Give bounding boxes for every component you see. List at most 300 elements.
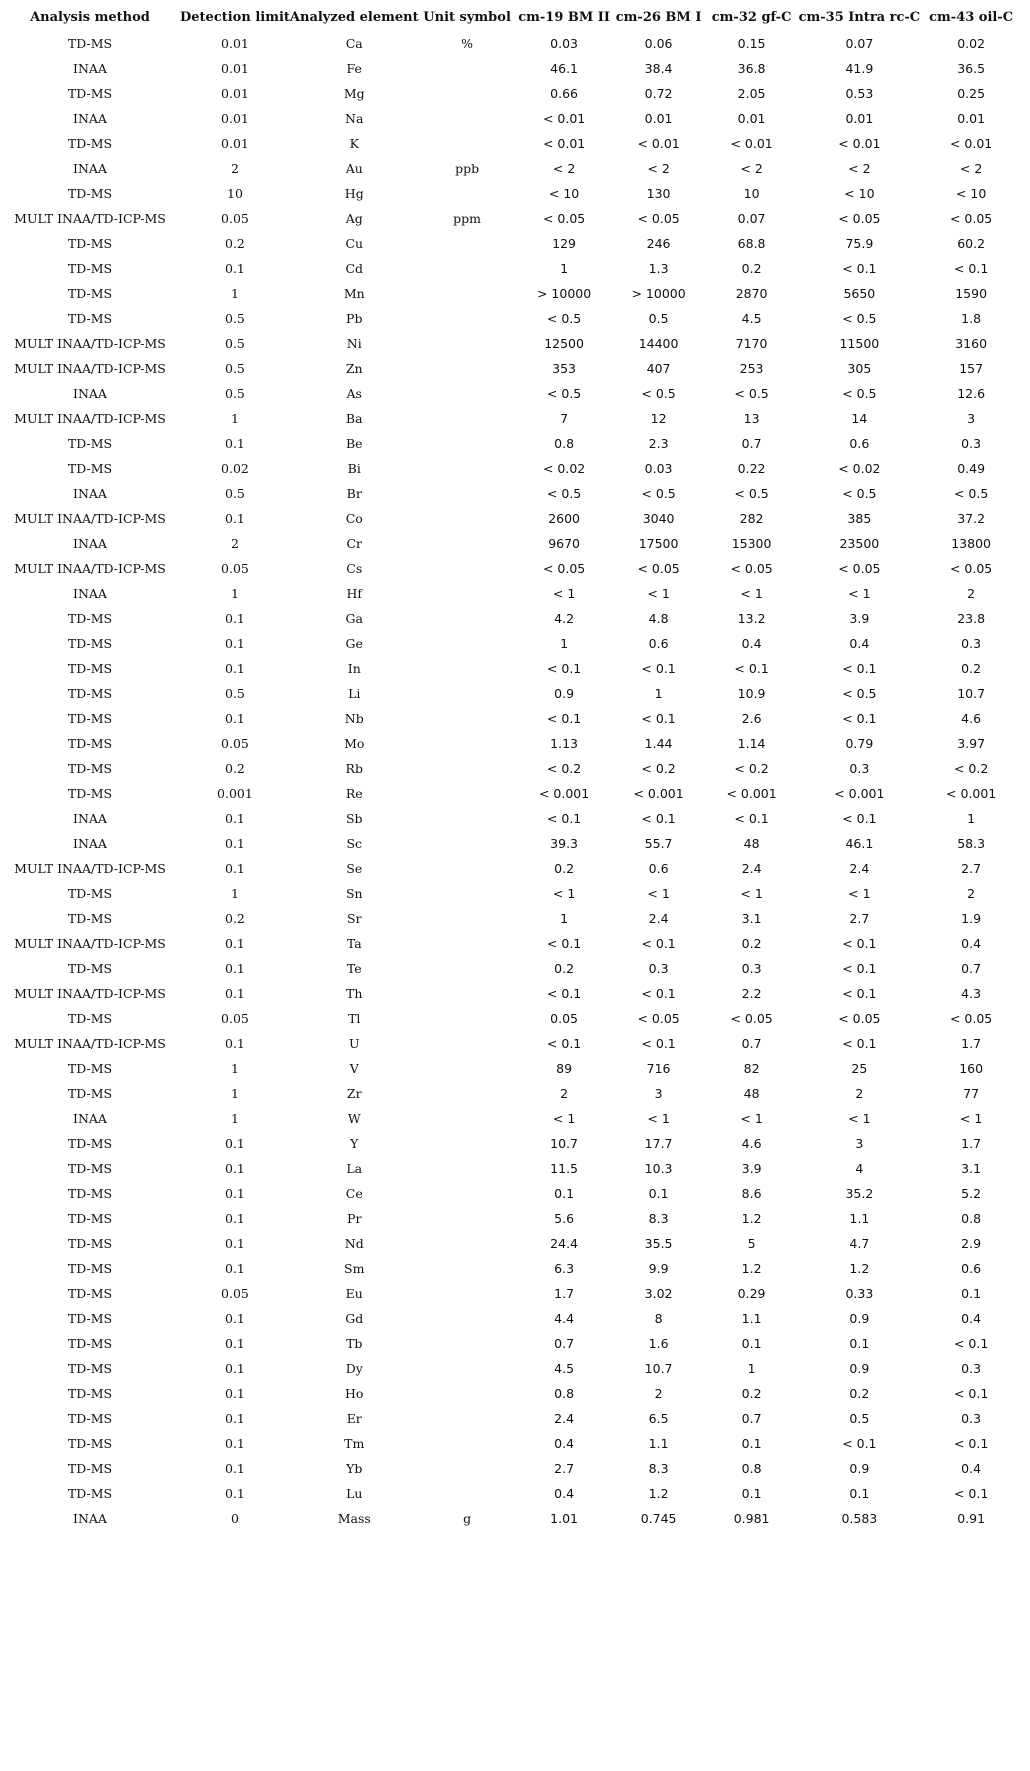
element-cell: Sb [345,811,363,826]
value-cell: < 0.1 [641,711,676,726]
value-cell: 1 [560,911,569,926]
unit-cell [419,1431,516,1456]
unit-cell [419,1456,516,1481]
detection-limit-cell: 0.1 [225,636,245,651]
element-cell: U [348,1036,360,1051]
detection-limit-cell: 0.01 [221,36,249,51]
table-row [0,831,1022,856]
table-row [0,531,1022,556]
value-cell: < 0.1 [842,936,877,951]
value-cell: < 0.1 [546,1036,582,1051]
unit-cell [419,831,516,856]
detection-limit-cell: 1 [230,1086,239,1101]
unit-cell [419,581,516,606]
analysis-method-cell: TD-MS [67,661,113,676]
value-cell: 1.2 [741,1211,762,1226]
element-cell: Lu [346,1486,363,1501]
value-cell: 1 [654,686,663,701]
value-cell: 0.01 [845,111,874,126]
value-cell: 0.8 [741,1461,762,1476]
value-cell: 4.6 [961,711,982,726]
unit-cell [419,406,516,431]
table-row [0,1456,1022,1481]
detection-limit-cell: 1 [230,586,239,601]
unit-cell [419,506,516,531]
value-cell: 2 [855,1086,864,1101]
value-cell: < 0.02 [838,461,881,476]
value-cell: 0.3 [961,1361,982,1376]
analysis-method-cell: TD-MS [67,461,113,476]
element-cell: Mass [337,1511,371,1526]
value-cell: < 1 [848,586,871,601]
table-row [0,1406,1022,1431]
value-cell: 0.29 [737,1286,766,1301]
value-cell: 0.2 [849,1386,870,1401]
value-cell: 0.9 [849,1311,870,1326]
value-cell: < 0.02 [542,461,586,476]
table-row [0,1506,1022,1531]
table-row [0,1206,1022,1231]
element-cell: Y [350,1136,359,1151]
value-cell: 0.2 [741,1386,762,1401]
detection-limit-cell: 0.5 [225,336,245,351]
value-cell: 17500 [638,536,679,551]
table-row [0,406,1022,431]
element-cell: Cu [345,236,364,251]
table-row [0,281,1022,306]
value-cell: 0.06 [644,36,673,51]
value-cell: 157 [959,361,984,376]
unit-cell [419,181,516,206]
value-cell: 0.1 [849,1486,870,1501]
unit-cell: ppb [455,161,480,176]
value-cell: < 0.05 [730,561,773,576]
value-cell: 4.2 [554,611,575,626]
value-cell: < 0.1 [842,961,877,976]
value-cell: < 0.01 [838,136,881,151]
value-cell: 36.5 [957,61,986,76]
table-row [0,881,1022,906]
value-cell: 3 [855,1136,864,1151]
value-cell: < 0.05 [637,561,680,576]
value-cell: < 0.05 [637,211,680,226]
header-analyzed-element: Analyzed element [289,10,419,25]
element-cell: Tl [348,1011,361,1026]
value-cell: 14400 [638,336,679,351]
unit-cell [419,1081,516,1106]
value-cell: < 0.5 [734,386,769,401]
unit-cell [419,1156,516,1181]
header-cm-26: cm-26 BM I [615,10,702,25]
value-cell: 6.5 [648,1411,669,1426]
value-cell: 0.8 [554,436,575,451]
value-cell: 0.01 [644,111,673,126]
value-cell: 38.4 [644,61,673,76]
detection-limit-cell: 0.1 [225,1036,245,1051]
table-row [0,181,1022,206]
value-cell: < 0.1 [953,261,989,276]
value-cell: 89 [556,1061,573,1076]
table-row [0,681,1022,706]
value-cell: < 0.1 [734,661,769,676]
detection-limit-cell: 0.2 [225,761,245,776]
value-cell: < 0.1 [842,811,877,826]
value-cell: 55.7 [644,836,673,851]
analysis-method-cell: INAA [73,61,107,76]
value-cell: 4.8 [648,611,669,626]
value-cell: 1.1 [849,1211,870,1226]
unit-cell [419,1181,516,1206]
value-cell: 4.4 [554,1311,575,1326]
element-cell: Sm [344,1261,365,1276]
value-cell: 24.4 [550,1236,579,1251]
value-cell: < 1 [848,1111,871,1126]
unit-cell [419,881,516,906]
analysis-method-cell: TD-MS [67,786,113,801]
value-cell: 0.91 [957,1511,986,1526]
table-row [0,431,1022,456]
detection-limit-cell: 0.1 [225,986,245,1001]
value-cell: 12 [650,411,667,426]
analysis-method-cell: TD-MS [67,136,113,151]
table-row [0,656,1022,681]
analysis-method-cell: TD-MS [67,711,113,726]
value-cell: < 1 [740,1111,763,1126]
value-cell: < 0.1 [953,1436,989,1451]
detection-limit-cell: 0.01 [221,111,249,126]
table-row [0,981,1022,1006]
value-cell: < 0.001 [834,786,885,801]
element-cell: In [347,661,361,676]
unit-cell [419,231,516,256]
value-cell: 3.97 [957,736,986,751]
value-cell: 1.1 [648,1436,669,1451]
analysis-method-cell: MULT INAA/TD-ICP-MS [14,561,166,576]
value-cell: 385 [847,511,872,526]
detection-limit-cell: 0.05 [221,1011,249,1026]
value-cell: 0.981 [733,1511,770,1526]
analysis-method-cell: TD-MS [67,1061,113,1076]
value-cell: < 0.1 [641,936,676,951]
value-cell: < 0.5 [641,486,676,501]
value-cell: 0.4 [961,1311,982,1326]
analysis-method-cell: TD-MS [67,1261,113,1276]
value-cell: 10.9 [737,686,766,701]
element-cell: K [349,136,359,151]
value-cell: < 0.05 [949,211,993,226]
value-cell: 0.25 [957,86,986,101]
analysis-method-cell: TD-MS [67,1236,113,1251]
element-cell: Sc [346,836,363,851]
unit-cell [419,631,516,656]
analysis-method-cell: MULT INAA/TD-ICP-MS [14,211,166,226]
value-cell: < 0.1 [953,1486,989,1501]
unit-cell [419,781,516,806]
table-row [0,1156,1022,1181]
element-cell: Mo [344,736,365,751]
value-cell: < 0.5 [842,686,877,701]
unit-cell [419,1256,516,1281]
unit-cell [419,531,516,556]
value-cell: 15300 [731,536,772,551]
value-cell: 4.5 [741,311,762,326]
value-cell: 0.22 [737,461,766,476]
value-cell: 0.49 [957,461,986,476]
value-cell: < 0.5 [546,311,582,326]
table-row [0,106,1022,131]
value-cell: 0.1 [554,1186,575,1201]
table-row [0,1306,1022,1331]
value-cell: 58.3 [957,836,986,851]
table-row [0,781,1022,806]
table-body [0,31,1022,1531]
table-row [0,331,1022,356]
element-cell: Ba [345,411,363,426]
table-row [0,606,1022,631]
analysis-method-cell: INAA [73,111,107,126]
analysis-method-cell: TD-MS [67,286,113,301]
analysis-method-cell: TD-MS [67,1461,113,1476]
value-cell: 0.03 [550,36,579,51]
detection-limit-cell: 0.1 [225,1486,245,1501]
value-cell: 1.7 [961,1036,982,1051]
value-cell: 0.7 [741,1411,762,1426]
detection-limit-cell: 0.1 [225,1436,245,1451]
value-cell: < 0.001 [946,786,997,801]
detection-limit-cell: 2 [230,161,239,176]
element-cell: Hg [344,186,364,201]
value-cell: 9670 [548,536,580,551]
value-cell: 0.583 [841,1511,878,1526]
value-cell: 1.01 [550,1511,579,1526]
value-cell: < 0.5 [842,386,877,401]
table-row [0,731,1022,756]
detection-limit-cell: 1 [230,1111,239,1126]
unit-cell [419,956,516,981]
detection-limit-cell: 0.05 [221,736,249,751]
element-cell: Er [346,1411,362,1426]
value-cell: 1.44 [644,736,673,751]
value-cell: 4.7 [849,1236,870,1251]
value-cell: 4.6 [741,1136,762,1151]
element-cell: Ni [346,336,362,351]
element-cell: Zr [346,1086,362,1101]
analysis-method-cell: INAA [73,836,107,851]
value-cell: 7170 [735,336,768,351]
value-cell: 0.01 [737,111,766,126]
detection-limit-cell: 0.5 [225,686,245,701]
value-cell: 0.07 [845,36,874,51]
element-cell: Ag [345,211,363,226]
detection-limit-cell: 1 [230,286,239,301]
analysis-method-cell: TD-MS [67,1186,113,1201]
value-cell: < 0.05 [838,1011,881,1026]
element-cell: Be [345,436,363,451]
value-cell: > 10000 [631,286,686,301]
detection-limit-cell: 0.1 [225,836,245,851]
value-cell: 12.6 [957,386,986,401]
value-cell: 2.2 [741,986,762,1001]
value-cell: < 0.1 [734,811,769,826]
value-cell: 0.4 [554,1436,575,1451]
element-cell: Hf [346,586,363,601]
element-cell: Bi [347,461,361,476]
table-row [0,506,1022,531]
value-cell: 3160 [955,336,988,351]
unit-cell: g [463,1511,472,1526]
element-cell: W [347,1111,361,1126]
analysis-method-cell: TD-MS [67,1211,113,1226]
value-cell: 130 [646,186,671,201]
value-cell: 129 [552,236,577,251]
table-row [0,231,1022,256]
value-cell: 3040 [642,511,675,526]
element-cell: Mn [343,286,365,301]
unit-cell [419,331,516,356]
value-cell: 353 [552,361,577,376]
value-cell: 0.1 [741,1336,762,1351]
value-cell: 3.9 [849,611,870,626]
unit-cell [419,1331,516,1356]
value-cell: 1.2 [648,1486,669,1501]
detection-limit-cell: 0.01 [221,86,249,101]
analysis-method-cell: INAA [73,586,107,601]
detection-limit-cell: 0.1 [225,1136,245,1151]
value-cell: 75.9 [845,236,874,251]
value-cell: 5.2 [961,1186,982,1201]
value-cell: < 0.5 [842,311,877,326]
header-cm-19: cm-19 BM II [518,10,610,25]
value-cell: 0.15 [737,36,766,51]
value-cell: 17.7 [644,1136,673,1151]
table-row [0,1356,1022,1381]
table-row [0,1331,1022,1356]
value-cell: < 0.001 [538,786,590,801]
table-row [0,1106,1022,1131]
value-cell: 0.8 [554,1386,575,1401]
element-cell: Au [345,161,363,176]
detection-limit-cell: 0.2 [225,911,245,926]
value-cell: < 0.01 [730,136,773,151]
value-cell: 14 [851,411,868,426]
value-cell: 2870 [735,286,768,301]
unit-cell [419,706,516,731]
header-cm-32: cm-32 gf-C [711,10,792,25]
element-cell: Gd [345,1311,364,1326]
detection-limit-cell: 1 [230,411,239,426]
element-cell: Rb [345,761,363,776]
element-cell: Nb [344,711,364,726]
analysis-method-cell: INAA [73,811,107,826]
value-cell: 2.4 [648,911,669,926]
analysis-method-cell: MULT INAA/TD-ICP-MS [14,936,166,951]
value-cell: 0.03 [644,461,673,476]
value-cell: 160 [959,1061,984,1076]
detection-limit-cell: 0.1 [225,711,245,726]
value-cell: 23.8 [957,611,986,626]
value-cell: 46.1 [550,61,579,76]
value-cell: < 0.1 [641,1036,676,1051]
value-cell: 246 [646,236,671,251]
table-row [0,756,1022,781]
value-cell: 0.6 [648,636,669,651]
analysis-method-cell: INAA [73,1111,107,1126]
value-cell: < 1 [848,886,871,901]
value-cell: 3 [967,411,976,426]
value-cell: 48 [743,836,760,851]
value-cell: 1 [967,811,976,826]
analysis-method-cell: TD-MS [67,761,113,776]
value-cell: 3 [654,1086,663,1101]
value-cell: 68.8 [737,236,766,251]
analysis-method-cell: TD-MS [67,911,113,926]
table-row [0,1481,1022,1506]
analysis-method-cell: MULT INAA/TD-ICP-MS [14,986,166,1001]
header-cm-35: cm-35 Intra rc-C [798,10,921,25]
value-cell: 3.02 [644,1286,673,1301]
value-cell: < 0.5 [546,486,582,501]
value-cell: 1 [560,636,569,651]
value-cell: 13.2 [737,611,766,626]
element-cell: Nd [344,1236,364,1251]
analysis-method-cell: TD-MS [67,611,113,626]
value-cell: < 1 [740,586,763,601]
table-row [0,356,1022,381]
unit-cell [419,1106,516,1131]
value-cell: 0.4 [961,936,982,951]
unit-cell [419,381,516,406]
detection-limit-cell: 0.1 [225,936,245,951]
value-cell: 0.4 [741,636,762,651]
element-cell: La [346,1161,363,1176]
unit-cell [419,756,516,781]
analysis-method-cell: INAA [73,161,107,176]
value-cell: < 0.01 [542,111,586,126]
value-cell: < 0.1 [953,1336,989,1351]
value-cell: < 0.1 [546,711,582,726]
unit-cell [419,131,516,156]
table-row [0,1131,1022,1156]
detection-limit-cell: 0.1 [225,1386,245,1401]
value-cell: 35.5 [644,1236,673,1251]
unit-cell [419,1031,516,1056]
detection-limit-cell: 0.1 [225,261,245,276]
table-row [0,56,1022,81]
table-row [0,1256,1022,1281]
unit-cell [419,731,516,756]
value-cell: 1 [560,261,569,276]
value-cell: 0.6 [961,1261,982,1276]
header-detection-limit: Detection limit [180,10,290,25]
value-cell: 8 [654,1311,663,1326]
header-cm-43: cm-43 oil-C [929,10,1014,25]
value-cell: 2.05 [737,86,766,101]
detection-limit-cell: 0.05 [221,211,249,226]
analysis-method-cell: TD-MS [67,311,113,326]
analysis-method-cell: MULT INAA/TD-ICP-MS [14,411,166,426]
element-cell: Tm [344,1436,365,1451]
value-cell: 8.3 [648,1461,669,1476]
value-cell: 9.9 [648,1261,669,1276]
value-cell: 25 [851,1061,868,1076]
value-cell: 6.3 [554,1261,575,1276]
value-cell: 82 [743,1061,760,1076]
value-cell: 23500 [839,536,880,551]
analysis-method-cell: TD-MS [67,686,113,701]
value-cell: 0.01 [957,111,986,126]
unit-cell [419,456,516,481]
value-cell: 0.1 [648,1186,669,1201]
